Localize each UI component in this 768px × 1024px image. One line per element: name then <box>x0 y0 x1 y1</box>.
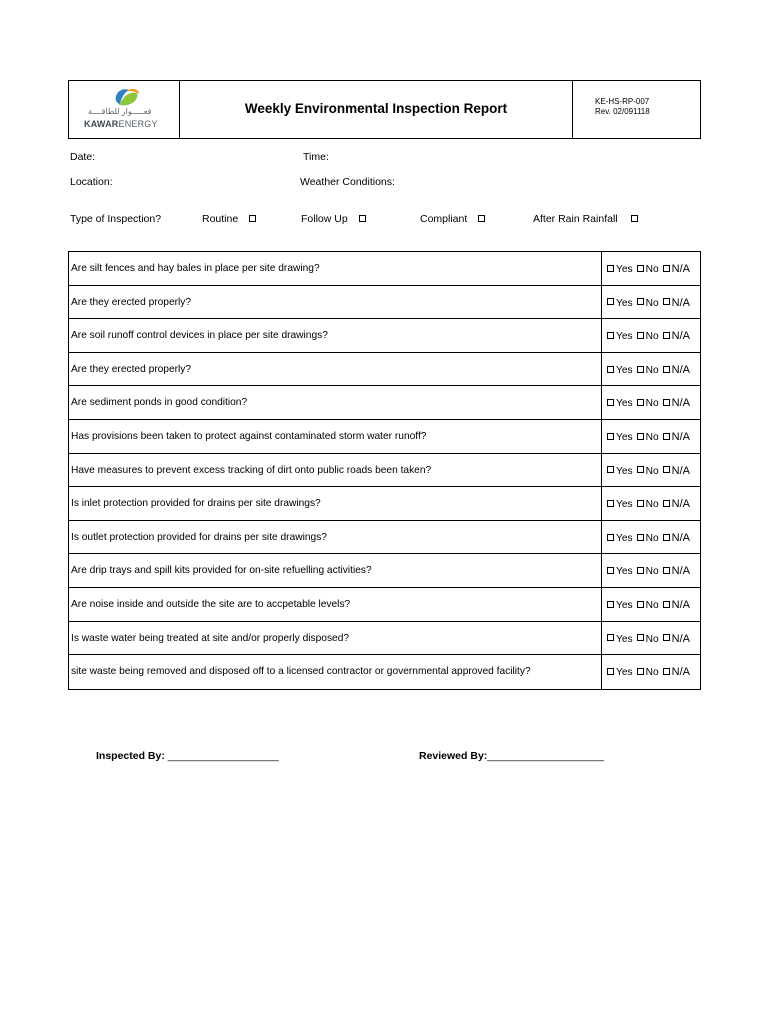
na-label: N/A <box>671 531 690 544</box>
answer-options <box>601 319 700 352</box>
answer-option-na[interactable] <box>663 566 690 577</box>
answer-option-no[interactable] <box>637 533 659 544</box>
yes-label: Yes <box>616 667 633 679</box>
na-checkbox[interactable] <box>663 332 670 339</box>
no-checkbox[interactable] <box>637 601 644 608</box>
yes-checkbox[interactable] <box>607 265 614 272</box>
question-text: Are noise inside and outside the site are to accpetable levels? <box>71 598 351 610</box>
answer-options <box>601 353 700 386</box>
answer-option-yes[interactable] <box>607 566 633 577</box>
no-checkbox[interactable] <box>637 265 644 272</box>
answer-options <box>601 487 700 520</box>
question-text: Is inlet protection provided for drains per site drawings? <box>71 498 321 510</box>
inspected-by-label: Inspected By: <box>96 750 165 762</box>
logo-cell <box>69 81 180 138</box>
na-label: N/A <box>671 363 690 376</box>
answer-option-na[interactable] <box>663 466 690 477</box>
routine-option[interactable] <box>202 213 258 225</box>
answer-option-yes[interactable] <box>607 331 633 342</box>
no-label: No <box>645 465 659 477</box>
answer-options <box>601 554 700 587</box>
no-label: No <box>645 633 659 645</box>
question-text: Are they erected properly? <box>71 363 192 375</box>
na-checkbox[interactable] <box>663 433 670 440</box>
checklist-row <box>69 454 700 488</box>
weather-label: Weather Conditions: <box>300 176 395 188</box>
yes-checkbox[interactable] <box>607 298 614 305</box>
after-rain-option[interactable] <box>533 213 640 225</box>
no-checkbox[interactable] <box>637 466 644 473</box>
answer-option-na[interactable] <box>663 331 690 342</box>
location-label: Location: <box>70 176 113 188</box>
yes-checkbox[interactable] <box>607 332 614 339</box>
answer-option-na[interactable] <box>663 264 690 275</box>
answer-option-yes[interactable] <box>607 466 633 477</box>
answer-option-yes[interactable] <box>607 432 633 443</box>
na-label: N/A <box>671 464 690 477</box>
na-checkbox[interactable] <box>663 634 670 641</box>
yes-label: Yes <box>616 566 633 578</box>
yes-checkbox[interactable] <box>607 366 614 373</box>
na-label: N/A <box>671 263 690 275</box>
compliant-label: Compliant <box>420 213 468 225</box>
no-label: No <box>645 331 659 343</box>
na-label: N/A <box>671 565 690 578</box>
yes-label: Yes <box>616 431 633 443</box>
no-checkbox[interactable] <box>637 298 644 305</box>
no-label: No <box>645 364 659 376</box>
routine-checkbox[interactable] <box>249 215 256 222</box>
checklist-row <box>69 386 700 420</box>
compliant-option[interactable] <box>420 213 487 225</box>
yes-label: Yes <box>616 599 633 611</box>
doc-code: KE-HS-RP-007 <box>595 97 650 106</box>
na-label: N/A <box>671 330 690 343</box>
answer-options <box>601 622 700 655</box>
question-text: Is waste water being treated at site and/or properly disposed? <box>71 632 350 644</box>
yes-label: Yes <box>616 297 633 309</box>
na-checkbox[interactable] <box>663 668 670 675</box>
yes-label: Yes <box>616 465 633 477</box>
na-checkbox[interactable] <box>663 567 670 574</box>
na-label: N/A <box>671 430 690 443</box>
report-header <box>68 80 701 139</box>
checklist-row <box>69 353 700 387</box>
answer-options <box>601 386 700 419</box>
na-label: N/A <box>671 632 690 645</box>
no-label: No <box>645 566 659 578</box>
no-checkbox[interactable] <box>637 534 644 541</box>
answer-option-no[interactable] <box>637 634 659 645</box>
answer-option-yes[interactable] <box>607 398 633 409</box>
no-checkbox[interactable] <box>637 366 644 373</box>
inspection-checklist-table <box>68 251 701 690</box>
yes-label: Yes <box>616 532 633 544</box>
document-reference <box>572 81 700 138</box>
yes-checkbox[interactable] <box>607 534 614 541</box>
na-label: N/A <box>671 296 690 309</box>
question-text: Is outlet protection provided for drains per site drawings? <box>71 531 327 543</box>
no-checkbox[interactable] <box>637 634 644 641</box>
answer-option-na[interactable] <box>663 667 690 678</box>
reviewed-by-line[interactable]: ____________________ <box>487 750 605 762</box>
answer-option-yes[interactable] <box>607 298 633 309</box>
no-label: No <box>645 532 659 544</box>
question-text: Have measures to prevent excess tracking of dirt onto public roads been taken? <box>71 464 432 476</box>
na-label: N/A <box>671 598 690 611</box>
yes-label: Yes <box>616 633 633 645</box>
yes-checkbox[interactable] <box>607 399 614 406</box>
na-checkbox[interactable] <box>663 399 670 406</box>
no-checkbox[interactable] <box>637 399 644 406</box>
no-label: No <box>645 264 659 275</box>
compliant-checkbox[interactable] <box>478 215 485 222</box>
time-label: Time: <box>303 151 329 163</box>
yes-label: Yes <box>616 499 633 511</box>
answer-options <box>601 588 700 621</box>
checklist-row <box>69 487 700 521</box>
answer-option-no[interactable] <box>637 398 659 409</box>
answer-options <box>601 521 700 554</box>
answer-option-no[interactable] <box>637 667 659 678</box>
question-text: Has provisions been taken to protect against contaminated storm water runoff? <box>71 430 427 442</box>
na-checkbox[interactable] <box>663 601 670 608</box>
question-text: Are they erected properly? <box>71 296 192 308</box>
inspected-by-line[interactable]: ___________________ <box>164 750 279 762</box>
inspected-by[interactable] <box>96 750 279 762</box>
no-label: No <box>645 667 659 679</box>
yes-checkbox[interactable] <box>607 500 614 507</box>
answer-option-na[interactable] <box>663 533 690 544</box>
answer-option-yes[interactable] <box>607 264 633 275</box>
yes-checkbox[interactable] <box>607 567 614 574</box>
checklist-row <box>69 554 700 588</box>
reviewed-by-label: Reviewed By: <box>419 750 488 762</box>
answer-option-na[interactable] <box>663 432 690 443</box>
checklist-row <box>69 521 700 555</box>
follow-up-option[interactable] <box>301 213 368 225</box>
reviewed-by[interactable] <box>419 750 604 762</box>
answer-options <box>601 252 700 285</box>
answer-option-no[interactable] <box>637 499 659 510</box>
no-label: No <box>645 499 659 511</box>
no-checkbox[interactable] <box>637 567 644 574</box>
no-label: No <box>645 431 659 443</box>
answer-option-yes[interactable] <box>607 634 633 645</box>
question-text: Are sediment ponds in good condition? <box>71 397 248 409</box>
no-label: No <box>645 297 659 309</box>
answer-option-no[interactable] <box>637 432 659 443</box>
answer-option-na[interactable] <box>663 600 690 611</box>
page-title: Weekly Environmental Inspection Report <box>244 101 508 116</box>
na-checkbox[interactable] <box>663 366 670 373</box>
yes-label: Yes <box>616 364 633 376</box>
no-checkbox[interactable] <box>637 332 644 339</box>
question-text: site waste being removed and disposed off to a licensed contractor or governmental approved facility? <box>71 666 531 678</box>
answer-option-no[interactable] <box>637 600 659 611</box>
follow-up-label: Follow Up <box>301 213 348 225</box>
question-text: Are drip trays and spill kits provided for on-site refuelling activities? <box>71 565 372 577</box>
yes-checkbox[interactable] <box>607 634 614 641</box>
yes-checkbox[interactable] <box>607 601 614 608</box>
checklist-row <box>69 622 700 656</box>
no-checkbox[interactable] <box>637 500 644 507</box>
inspection-type-label: Type of Inspection? <box>70 213 162 225</box>
no-label: No <box>645 599 659 611</box>
answer-option-yes[interactable] <box>607 533 633 544</box>
checklist-row <box>69 420 700 454</box>
checklist-row <box>69 286 700 320</box>
kawar-energy-logo-icon <box>112 85 142 109</box>
question-text: Are silt fences and hay bales in place per site drawing? <box>71 263 320 274</box>
checklist-row <box>69 655 700 689</box>
checklist-row <box>69 252 700 286</box>
answer-option-na[interactable] <box>663 365 690 376</box>
after-rain-label: After Rain Rainfall <box>533 213 618 225</box>
answer-option-na[interactable] <box>663 298 690 309</box>
na-label: N/A <box>671 666 690 679</box>
logo-arabic-text: قعـــــوار للطاقــــة <box>88 107 152 116</box>
routine-label: Routine <box>202 213 239 225</box>
yes-checkbox[interactable] <box>607 668 614 675</box>
answer-option-yes[interactable] <box>607 600 633 611</box>
date-label: Date: <box>70 151 96 163</box>
answer-option-yes[interactable] <box>607 667 633 678</box>
follow-up-checkbox[interactable] <box>359 215 366 222</box>
yes-checkbox[interactable] <box>607 433 614 440</box>
answer-option-no[interactable] <box>637 566 659 577</box>
na-checkbox[interactable] <box>663 466 670 473</box>
question-text: Are soil runoff control devices in place per site drawings? <box>71 330 328 342</box>
answer-option-na[interactable] <box>663 634 690 645</box>
na-checkbox[interactable] <box>663 534 670 541</box>
na-checkbox[interactable] <box>663 298 670 305</box>
yes-checkbox[interactable] <box>607 466 614 473</box>
na-label: N/A <box>671 397 690 410</box>
yes-label: Yes <box>616 264 633 275</box>
answer-options <box>601 655 700 689</box>
answer-options <box>601 454 700 487</box>
no-label: No <box>645 398 659 410</box>
answer-option-yes[interactable] <box>607 499 633 510</box>
na-checkbox[interactable] <box>663 265 670 272</box>
answer-option-no[interactable] <box>637 365 659 376</box>
doc-revision: Rev. 02/091118 <box>595 107 650 116</box>
na-label: N/A <box>671 498 690 511</box>
na-checkbox[interactable] <box>663 500 670 507</box>
answer-options <box>601 420 700 453</box>
no-checkbox[interactable] <box>637 668 644 675</box>
answer-options <box>601 286 700 319</box>
answer-option-na[interactable] <box>663 499 690 510</box>
answer-option-no[interactable] <box>637 466 659 477</box>
no-checkbox[interactable] <box>637 433 644 440</box>
yes-label: Yes <box>616 398 633 410</box>
answer-option-no[interactable] <box>637 298 659 309</box>
checklist-row <box>69 588 700 622</box>
answer-option-no[interactable] <box>637 264 659 275</box>
answer-option-yes[interactable] <box>607 365 633 376</box>
yes-label: Yes <box>616 331 633 343</box>
checklist-row <box>69 319 700 353</box>
after-rain-checkbox[interactable] <box>631 215 638 222</box>
answer-option-no[interactable] <box>637 331 659 342</box>
logo-brand-text: KAWARENERGY <box>84 119 158 129</box>
answer-option-na[interactable] <box>663 398 690 409</box>
